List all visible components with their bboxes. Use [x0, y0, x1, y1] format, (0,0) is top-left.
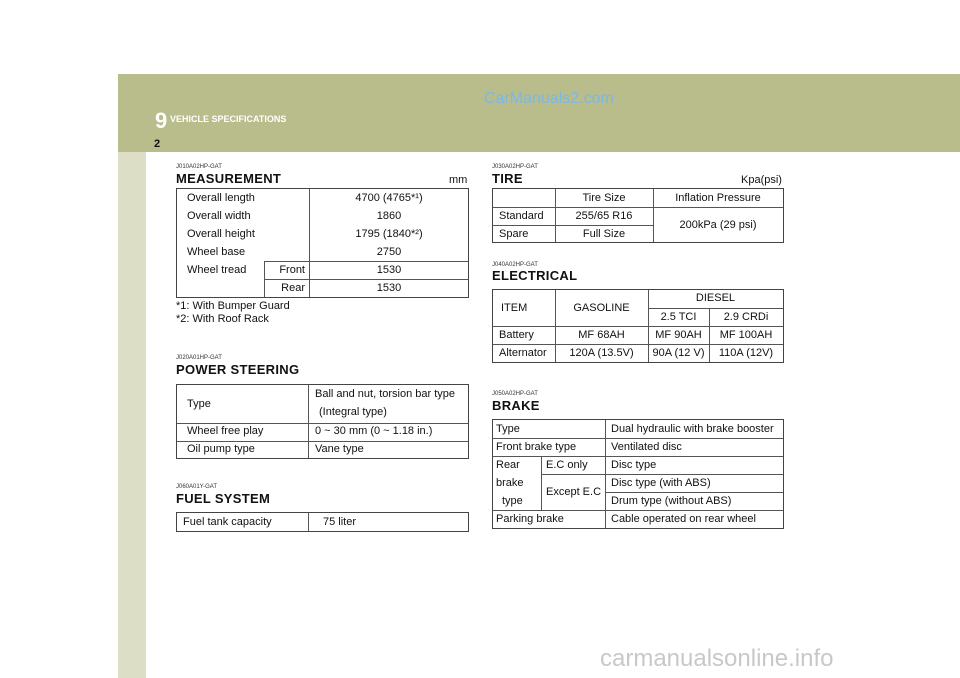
measurement-title: MEASUREMENT: [176, 171, 282, 186]
fuel-title: FUEL SYSTEM: [176, 491, 271, 506]
brake-type-value: Dual hydraulic with brake booster: [611, 423, 774, 435]
measurement-note: *2: With Roof Rack: [176, 313, 269, 325]
tire-pressure-header: Inflation Pressure: [675, 192, 761, 204]
electrical-crdi: MF 100AH: [719, 329, 773, 341]
electrical-diesel-header: DIESEL: [695, 292, 736, 304]
brake-except-ec: Except E.C: [546, 486, 602, 498]
electrical-code: J040A02HP-GAT: [492, 262, 538, 268]
brake-except-value: Disc type (with ABS): [611, 477, 711, 489]
electrical-crdi: 110A (12V): [718, 347, 774, 359]
watermark-bottom[interactable]: carmanualsonline.info: [600, 645, 834, 672]
tire-title: TIRE: [492, 171, 523, 186]
tire-unit: Kpa(psi): [741, 174, 782, 186]
electrical-label: Alternator: [499, 347, 547, 359]
power-steering-table: [176, 384, 469, 459]
electrical-item-header: ITEM: [501, 302, 528, 314]
power-steering-code: J020A01HP-GAT: [176, 355, 222, 361]
measurement-label: Overall height: [187, 228, 255, 240]
electrical-crdi-header: 2.9 CRDi: [723, 311, 769, 323]
steering-value: Ball and nut, torsion bar type: [315, 388, 456, 400]
electrical-title: ELECTRICAL: [492, 268, 578, 283]
tire-size-header: Tire Size: [582, 192, 626, 204]
brake-rear-label: type: [502, 495, 523, 507]
brake-rear-label: Rear: [496, 459, 520, 471]
fuel-code: J060A01Y-GAT: [176, 484, 218, 490]
measurement-label: Wheel base: [187, 246, 246, 258]
side-bar: [118, 152, 146, 678]
measurement-note: *1: With Bumper Guard: [176, 300, 290, 312]
brake-front-label: Front brake type: [496, 441, 577, 453]
electrical-gasoline-header: GASOLINE: [573, 302, 630, 314]
electrical-gasoline: MF 68AH: [578, 329, 625, 341]
measurement-code: J010A02HP-GAT: [176, 164, 222, 170]
brake-parking-value: Cable operated on rear wheel: [611, 513, 756, 525]
tire-label: Spare: [499, 228, 529, 240]
measurement-value: 2750: [376, 246, 402, 258]
measurement-label: Overall length: [187, 192, 255, 204]
brake-ec-only: E.C only: [546, 459, 588, 471]
tire-table: [492, 188, 784, 243]
measurement-unit: mm: [449, 174, 468, 186]
measurement-label: Wheel tread: [187, 264, 247, 276]
page-number: 2: [154, 138, 161, 150]
fuel-value: 75 liter: [323, 516, 357, 528]
electrical-table: [492, 289, 784, 363]
tire-size: 255/65 R16: [575, 210, 633, 222]
brake-front-value: Ventilated disc: [611, 441, 682, 453]
measurement-sub: Rear: [281, 282, 305, 294]
measurement-value: 4700 (4765*¹): [355, 192, 423, 204]
electrical-label: Battery: [499, 329, 534, 341]
brake-title: BRAKE: [492, 398, 540, 413]
header-band: [118, 74, 960, 152]
chapter-number: 9: [155, 108, 168, 133]
measurement-sub: Front: [279, 264, 305, 276]
electrical-gasoline: 120A (13.5V): [569, 347, 634, 359]
measurement-value: 1530: [376, 282, 402, 294]
brake-parking-label: Parking brake: [496, 513, 564, 525]
brake-ec-value: Disc type: [611, 459, 657, 471]
power-steering-title: POWER STEERING: [176, 362, 300, 377]
steering-value: 0 ~ 30 mm (0 ~ 1.18 in.): [315, 425, 433, 437]
measurement-value: 1795 (1840*²): [355, 228, 423, 240]
tire-label: Standard: [499, 210, 544, 222]
brake-type-label: Type: [496, 423, 520, 435]
watermark-top[interactable]: CarManuals2.com: [484, 90, 614, 107]
steering-label: Type: [187, 398, 211, 410]
brake-table: [492, 419, 784, 529]
measurement-label: Overall width: [187, 210, 251, 222]
measurement-value: 1530: [376, 264, 402, 276]
fuel-label: Fuel tank capacity: [183, 516, 272, 528]
electrical-tci: MF 90AH: [655, 329, 702, 341]
brake-rear-label: brake: [496, 477, 524, 489]
tire-code: J030A02HP-GAT: [492, 164, 538, 170]
steering-label: Wheel free play: [187, 425, 264, 437]
tire-pressure: 200kPa (29 psi): [679, 219, 757, 231]
electrical-tci-header: 2.5 TCI: [660, 311, 697, 323]
measurement-value: 1860: [376, 210, 402, 222]
steering-label: Oil pump type: [187, 443, 255, 455]
chapter-title: VEHICLE SPECIFICATIONS: [170, 114, 287, 124]
tire-size: Full Size: [582, 228, 626, 240]
measurement-table: [176, 188, 469, 298]
brake-except-value: Drum type (without ABS): [611, 495, 732, 507]
fuel-table: [176, 512, 469, 532]
steering-value: Vane type: [315, 443, 364, 455]
electrical-tci: 90A (12 V): [652, 347, 705, 359]
brake-code: J050A02HP-GAT: [492, 391, 538, 397]
steering-value: (Integral type): [319, 406, 387, 418]
